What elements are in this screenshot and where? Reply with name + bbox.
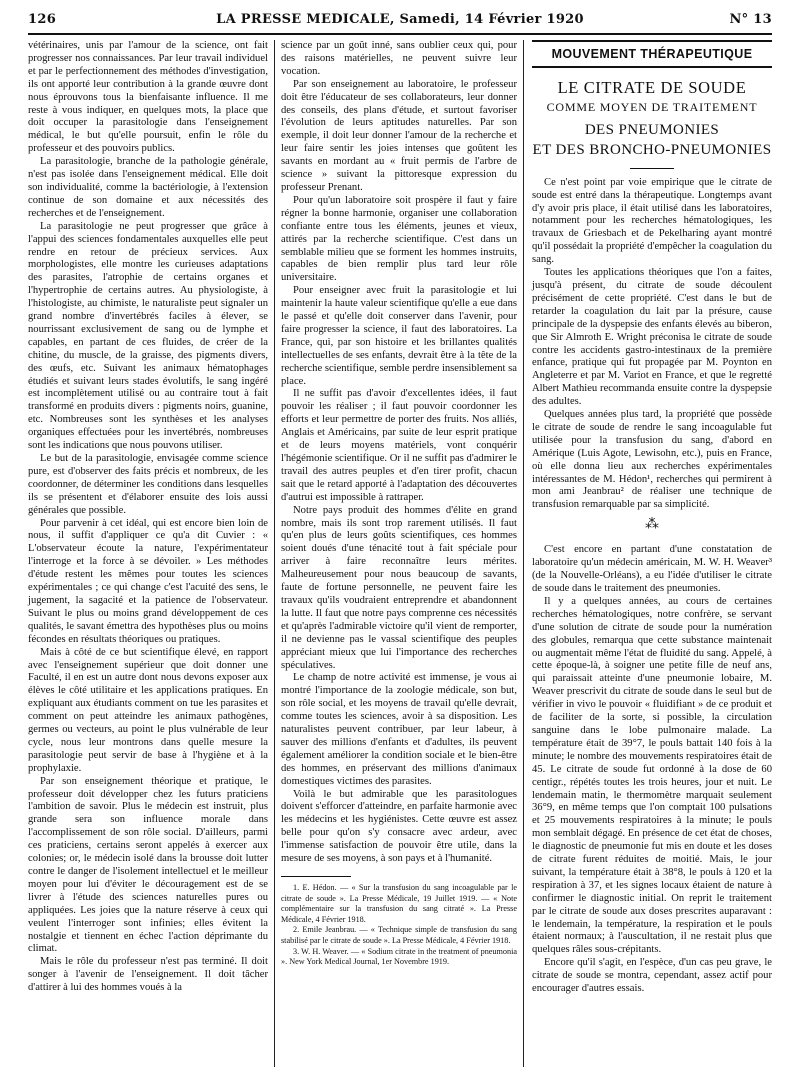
footnote: 2. Emile Jeanbrau. — « Technique simple de transfusion du sang stabilisé par le citrate de soude ». La Presse Médicale, 4 Février 1918. xyxy=(281,925,517,945)
column-divider xyxy=(523,40,524,1067)
paragraph: Mais le rôle du professeur n'est pas terminé. Il doit songer à l'avenir de l'enseignement. Il doit tâcher d'attirer à lui des hommes voués à la xyxy=(28,956,268,994)
paragraph: Ce n'est point par voie empirique que le citrate de soude est entré dans la thérapeutique. Longtemps avant d'y avoir pris place, il était utilisé dans les laboratoires, notamment pour les recherches hématologiques, les travaux de Griesbach et de Pekelharing ayant montré qu'il possédait la propriété d'empêcher la coagulation du sang. xyxy=(532,176,772,266)
article-title: COMME MOYEN DE TRAITEMENT xyxy=(546,99,758,114)
section-heading: MOUVEMENT THÉRAPEUTIQUE xyxy=(532,40,772,68)
paragraph: Pour qu'un laboratoire soit prospère il faut y faire régner la bonne harmonie, organiser une collaboration confiante entre tous les éléments, jeunes et vieux, attirés par la recherche scientifique. C'est dans un semblable milieu que se forment les hommes instruits, capables de bien remplir plus tard leur rôle universitaire. xyxy=(281,194,517,284)
footnote-rule xyxy=(281,876,351,877)
article-title: ET DES BRONCHO-PNEUMONIES xyxy=(532,141,772,158)
article-title: LE CITRATE DE SOUDE xyxy=(557,77,747,97)
journal-title: LA PRESSE MEDICALE, Samedi, 14 Février 1920 xyxy=(216,12,584,27)
column-divider xyxy=(274,40,275,1067)
paragraph: Il y a quelques années, au cours de certaines recherches hématologiques, notre confrère, se servant d'une solution de citrate de soude pour la numération des globules, remarqua que cette substance maintenait ou augmentait même l'état de fluidité du sang. Appelé, à cette époque-là, à soigner une petite fille de neuf ans, qui paraissait atteinte d'une pneumonie lobaire, M. Weaver prescrivit du citrate de soude dans le seul but de vérifier in vivo le pouvoir « fluidifiant » de ce produit et de faciliter de la sorte, si possible, la circulation sanguine dans le lobe pulmonaire malade. La température était de 39°7, le pouls battait 140 fois à la minute; le nombre des mouvements respiratoires était de 45. Le citrate de soude fut ordonné à la dose de 60 centigr., répétés toutes les trois heures, jour et nuit. Le lendemain matin, le thermomètre marquait seulement 36°9, en même temps que l'on comptait 100 pulsations et 25 mouvements respiratoires à la minute; le pouls mon semblait dégagé. En présence de cet état de choses, le diagnostic de pneumonie fut mis en doute et les doses de citrate furent réduites de moitié. Mais, le jour suivant, la température était à 38°8, le pouls à 120 et la respiration à 37, et les signes locaux étaient de nature à confirmer le diagnostic initial. On reprit le traitement par le citrate de soude aux doses prescrites auparavant : le lendemain, la température, la respiration et le pouls étaient normaux; à l'auscultation, il ne restait plus que quelques râles sous-crépitants. xyxy=(532,595,772,956)
paragraph: Notre pays produit des hommes d'élite en grand nombre, mais ils sont trop rarement utilisés. Il faut qu'en plus de leurs goûts scientifiques, ces hommes soient doués d'une ténacité tout à fait spéciale pour arriver à faire reconnaître leurs mérites. Malheureusement pour nous beaucoup de savants, faute de fortune personnelle, ne peuvent faire les travaux qu'ils voudraient entreprendre et abandonnent la lutte. Il faut que notre pays comprenne ces nécessités et qu'après l'admirable victoire qu'il vient de remporter, il ne devienne pas le vassal scientifique des peuples appréciant mieux que lui l'importance des recherches spéculatives. xyxy=(281,504,517,671)
page-number: 126 xyxy=(28,12,57,27)
column-2 xyxy=(281,40,517,968)
paragraph: science par un goût inné, sans oublier ceux qui, pour des raisons matérielles, ne peuvent suivre leur vocation. xyxy=(281,40,517,77)
paragraph: Voilà le but admirable que les parasitologues doivent s'efforcer d'atteindre, en parfaite harmonie avec les médecins et les hygiénistes. Cette œuvre est assez belle pour qu'on s'y consacre avec ardeur, avec l'immense satisfaction de pouvoir être utile, dans la mesure de ses moyens, à son pays et à l'humanité. xyxy=(281,788,517,865)
paragraph: Quelques années plus tard, la propriété que possède le citrate de soude de rendre le sang incoagulable fut utilisée pour la transfusion du sang, d'abord en Amérique (Luis Agote, Lewisohn, etc.), puis en France, où elle donna lieu aux recherches expérimentales intéressantes de M. Hédon¹, recherches qui permirent à mon ami Jeanbrau² de réaliser une technique de transfusion remarquable par sa simplicité. xyxy=(532,409,772,511)
paragraph: La parasitologie, branche de la pathologie générale, n'est pas isolée dans l'enseignement médical. Elle doit son individualité, comme la bactériologie, à l'extension continue de son domaine et aux nécessités des recherches et de l'enseignement. xyxy=(28,156,268,219)
footnote: 3. W. H. Weaver. — « Sodium citrate in the treatment of pneumonia ». New York Medical Journal, 1er Novembre 1919. xyxy=(281,946,517,967)
paragraph: Par son enseignement au laboratoire, le professeur doit être l'éducateur de ses collaborateurs, leur donner des conseils, des plans d'étude, et surtout favoriser l'évolution de leurs aptitudes naturelles. Par son exemple, il doit leur donner l'amour de la recherche et leur faire sentir les joies intenses que goûtent les savants en mordant au « fruit permis de l'arbre de science » suivant la pittoresque expression du professeur Prenant. xyxy=(281,78,517,193)
paragraph: Toutes les applications théoriques que l'on a faites, jusqu'à présent, du citrate de soude découlent précisément de cette propriété. C'est dans le but de retarder la coagulation du lait par la présure, cause principale de la dyspepsie des enfants élevés au biberon, que Sir Almroth E. Wright préconisa le citrate de soude contre les accidents gastro-intestinaux de la première enfance, pratique qui fut propagée par M. Poynton en Angleterre et par M. Variot en France, et que le regretté Albert Mathieu recommanda ensuite contre la dyspepsie des adultes. xyxy=(532,267,772,408)
paragraph: Pour enseigner avec fruit la parasitologie et lui maintenir la haute valeur scientifique qu'elle a eue dans le passé et qu'elle doit conserver dans l'avenir, pour faire progresser la science, il faut des laboratoires. La France, qui, par son histoire et les brillantes qualités intellectuelles de ses enfants, devrait être à la tête de la recherche scientifique, semble perdre insensiblement sa place. xyxy=(281,285,517,387)
article-title: DES PNEUMONIES xyxy=(584,121,720,138)
column-3 xyxy=(532,40,772,996)
paragraph: vétérinaires, unis par l'amour de la science, ont fait progresser nos connaissances. Par leur travail individuel et par le perfectionnement des méthodes d'investigation, ils ont apporté leur contribution à la grande œuvre dont nous éprouvons tous la bienfaisante influence. Il me reste à vous indiquer, en quelques mots, la place que doit occuper la parasitologie dans l'enseignement médical, le but qu'elle poursuit, enfin le rôle du professeur et des pouvoirs publics. xyxy=(28,40,268,155)
paragraph: Il ne suffit pas d'avoir d'excellentes idées, il faut pouvoir les réaliser ; il faut pouvoir coordonner les efforts et leur permettre de porter des fruits. Nos alliés, Anglais et Américains, par suite de leur esprit pratique et de leurs moyens matériels, vont conquérir l'hégémonie scientifique. Or il ne suffit pas d'admirer le travail des autres peuples et d'en tirer profit, chacun sait que le retard apporté à l'adaptation des découvertes d'autrui est impossible à rattraper. xyxy=(281,388,517,503)
page-header xyxy=(28,12,772,32)
column-1 xyxy=(28,40,268,995)
paragraph: Par son enseignement théorique et pratique, le professeur doit développer chez les futurs praticiens l'ambition de savoir. Plus le médecin est instruit, plus grande sera son influence morale dans l'accomplissement de son rôle social. D'ailleurs, parmi ces praticiens, certains seront appelés à exercer aux colonies; or, le médecin isolé dans la brousse doit lutter contre le danger de l'isolement intellectuel et le meilleur moyen pour lui d'éviter le découragement est de se livrer à l'étude des sciences naturelles pures ou appliquées. Les joies que la nature réserve à ceux qui veulent l'interroger sont infinies; elles évitent la nostalgie et tiennent en échec l'action déprimante du climat. xyxy=(28,775,268,955)
paragraph: Le champ de notre activité est immense, je vous ai montré l'importance de la zoologie médicale, son but, son rôle social, et les moyens de travail qu'elle devrait, comme toutes les sciences, avoir à sa disposition. Les naturalistes peuvent contribuer, par leur labeur, à sauver des millions d'enfants et d'adultes, ils peuvent également améliorer la condition sociale et le bien-être des hommes, en préservant des millions d'animaux domestiques victimes des parasites. xyxy=(281,672,517,787)
paragraph: La parasitologie ne peut progresser que grâce à l'appui des sciences fondamentales auxquelles elle peut rendre en retour de précieux services. Aux morphologistes, elle montre les curieuses adaptations des parasites, l'atrophie de certains organes et l'hypertrophie de certains autres. Au physiologiste, à l'histologiste, au chimiste, le naturaliste peut signaler un grand nombre d'invertébrés faciles à élever, se nourrissant exclusivement de sang ou de lymphe et capables, en partant de ces fluides, de créer de la chitine, du muscle, de la graisse, des pigments divers, des œufs, etc. Suivant les animaux hématophages étudiés et suivant leurs stades évolutifs, le sang ingéré est incomplètement utilisé ou au contraire tout à fait transformé en produits divers : pigments noirs, guanine, etc. Nombreuses sont les synthèses et les analyses organiques effectuées pour les invertébrés, nombreuses sont les indications que nous pouvons utiliser. xyxy=(28,220,268,452)
issue-number: N° 13 xyxy=(729,12,772,27)
header-rule xyxy=(28,33,772,35)
paragraph: Pour parvenir à cet idéal, qui est encore bien loin de nous, il suffit d'appliquer ce qu'a dit Cuvier : « L'observateur écoute la nature, l'expérimentateur l'interroge et la force à se dévoiler. » Les méthodes d'étude restent les mêmes pour toutes les sciences expérimentales ; ce qui change c'est l'acuité des sens, le jugement, la sagacité et la patience de l'observateur. Suivant le plus ou moins grand développement de ces qualités, le savant émettra des hypothèses plus ou moins fécondes en résultats théoriques ou pratiques. xyxy=(28,517,268,645)
paragraph: Mais à côté de ce but scientifique élevé, en rapport avec l'enseignement supérieur que doit donner une Faculté, il en est un autre dont nous devons exposer aux élèves le côté utilitaire et les applications pratiques. En expliquant aux étudiants comment on tue les parasites et comment on peut atteindre les animaux pathogènes, germes ou vecteurs, au point le plus vulnérable de leur cycle, nous leur montrons dans quelle mesure la parasitologie peut servir de base à l'hygiène et à la prophylaxie. xyxy=(28,646,268,774)
section-separator-asterism: ⁂ xyxy=(645,517,659,533)
footnote: 1. E. Hédon. — « Sur la transfusion du sang incoagulable par le citrate de soude ». La Presse Médicale, 19 Juillet 1919. — « Note complémentaire sur la transfusion du sang citraté ». La Presse Médicale, 4 Février 1918. xyxy=(281,883,517,924)
title-rule xyxy=(630,168,674,169)
paragraph: Encore qu'il s'agit, en l'espèce, d'un cas peu grave, le citrate de soude se montra, cependant, assez actif pour encourager d'autres essais. xyxy=(532,957,772,995)
paragraph: C'est encore en partant d'une constatation de laboratoire qu'un médecin américain, M. W. H. Weaver³ (de la Nouvelle-Orléans), a eu l'idée d'utiliser le citrate de soude dans le traitement des pneumonies. xyxy=(532,544,772,594)
paragraph: Le but de la parasitologie, envisagée comme science pure, est d'observer des faits précis et nombreux, de les coordonner, de déterminer les conditions dans lesquelles ils se présentent et d'élaborer ensuite des lois aussi générales que possible. xyxy=(28,453,268,516)
